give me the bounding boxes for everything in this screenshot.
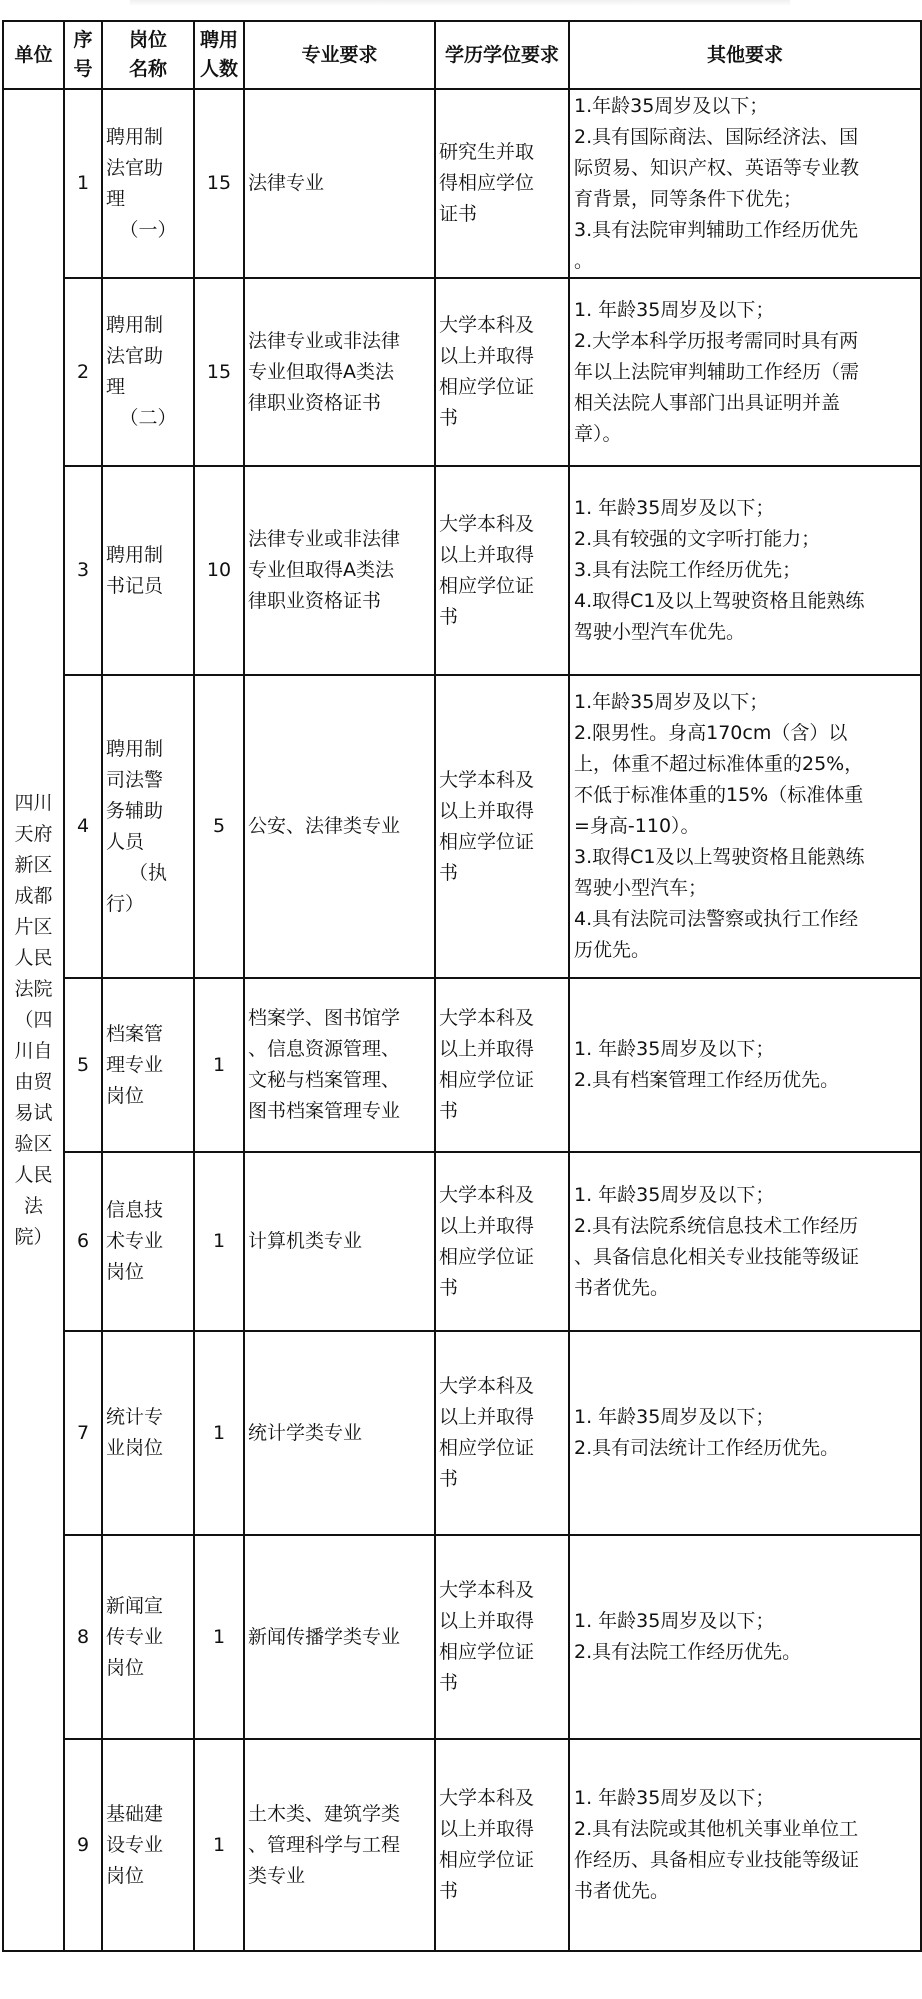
education-line: 书 bbox=[439, 1880, 459, 1902]
education-cell bbox=[435, 1739, 569, 1951]
requirement-line: 2.具有法院系统信息技术工作经历 bbox=[574, 1214, 859, 1237]
other-requirements-cell bbox=[569, 978, 921, 1152]
major-cell bbox=[244, 675, 435, 978]
seq-cell: 5 bbox=[64, 978, 102, 1152]
major-line: 法律专业 bbox=[248, 172, 325, 194]
education-cell bbox=[435, 89, 569, 278]
requirement-line: 相关法院人事部门出具证明并盖 bbox=[574, 391, 841, 414]
major-line: 律职业资格证书 bbox=[248, 391, 382, 414]
major-cell bbox=[244, 978, 435, 1152]
header-education: 学历学位要求 bbox=[435, 21, 569, 89]
position-cell bbox=[102, 278, 194, 466]
requirement-line: =身高-110）。 bbox=[574, 815, 700, 837]
position-line: 理 bbox=[106, 187, 126, 210]
header-other: 其他要求 bbox=[569, 21, 921, 89]
other-requirements-cell bbox=[569, 675, 921, 978]
major-line: 档案学、图书馆学 bbox=[248, 1007, 401, 1029]
seq-cell: 2 bbox=[64, 278, 102, 466]
position-line: 统计专 bbox=[106, 1406, 164, 1428]
seq-cell: 9 bbox=[64, 1739, 102, 1951]
unit-name-line: 片区 bbox=[14, 915, 53, 938]
education-line: 大学本科及 bbox=[439, 768, 535, 791]
table-row bbox=[3, 466, 921, 675]
education-line: 以上并取得 bbox=[439, 799, 535, 822]
requirement-line: 历优先。 bbox=[574, 939, 651, 961]
position-line: 理 bbox=[106, 376, 126, 398]
major-line: 新闻传播学类专业 bbox=[248, 1625, 401, 1648]
unit-name-line: 新区 bbox=[14, 853, 53, 876]
position-line: 行） bbox=[106, 892, 145, 915]
education-line: 相应学位证 bbox=[439, 376, 535, 398]
count-cell: 1 bbox=[194, 1739, 244, 1951]
major-line: 类专业 bbox=[248, 1864, 306, 1887]
unit-name-line: 易试 bbox=[14, 1101, 53, 1124]
position-cell bbox=[102, 466, 194, 675]
seq-cell: 1 bbox=[64, 89, 102, 278]
major-line: 计算机类专业 bbox=[248, 1230, 363, 1252]
position-cell bbox=[102, 1739, 194, 1951]
position-line: （执 bbox=[128, 861, 167, 884]
requirement-line: 年以上法院审判辅助工作经历（需 bbox=[574, 360, 860, 383]
requirement-line: 2.具有司法统计工作经历优先。 bbox=[574, 1437, 840, 1459]
position-line: 法官助 bbox=[106, 156, 164, 179]
position-line: 基础建 bbox=[106, 1802, 164, 1825]
position-line: 岗位 bbox=[106, 1261, 145, 1283]
education-cell bbox=[435, 1152, 569, 1331]
major-line: 图书档案管理专业 bbox=[248, 1100, 401, 1122]
unit-cell bbox=[3, 89, 64, 1951]
requirement-line: 、具备信息化相关专业技能等级证 bbox=[574, 1245, 860, 1268]
requirement-line: 。 bbox=[574, 249, 594, 272]
position-line: 聘用制 bbox=[106, 314, 164, 336]
education-line: 以上并取得 bbox=[439, 1038, 535, 1060]
requirement-line: 1. 年龄35周岁及以下； bbox=[574, 1183, 775, 1206]
education-line: 相应学位证 bbox=[439, 1641, 535, 1663]
position-line: 业岗位 bbox=[106, 1437, 164, 1459]
other-requirements-cell bbox=[569, 466, 921, 675]
header-unit: 单位 bbox=[3, 21, 64, 89]
seq-cell: 3 bbox=[64, 466, 102, 675]
table-row bbox=[3, 1331, 921, 1535]
seq-cell: 8 bbox=[64, 1535, 102, 1739]
other-requirements-cell bbox=[569, 1152, 921, 1331]
education-line: 研究生并取 bbox=[439, 141, 535, 163]
education-line: 书 bbox=[439, 605, 459, 628]
unit-name-line: （四 bbox=[14, 1008, 53, 1031]
education-line: 大学本科及 bbox=[439, 1007, 535, 1029]
position-line: 岗位 bbox=[106, 1084, 145, 1107]
education-cell bbox=[435, 466, 569, 675]
major-line: 法律专业或非法律 bbox=[248, 329, 401, 352]
major-cell bbox=[244, 278, 435, 466]
table-row bbox=[3, 978, 921, 1152]
education-line: 相应学位证 bbox=[439, 1849, 535, 1871]
major-line: 专业但取得A类法 bbox=[248, 360, 394, 383]
major-line: 、信息资源管理、 bbox=[248, 1038, 401, 1060]
count-cell: 5 bbox=[194, 675, 244, 978]
education-line: 书 bbox=[439, 1276, 459, 1299]
table-row bbox=[3, 1535, 921, 1739]
requirement-line: 1. 年龄35周岁及以下； bbox=[574, 1610, 775, 1632]
education-line: 书 bbox=[439, 861, 459, 884]
major-cell bbox=[244, 1331, 435, 1535]
position-line: （一） bbox=[119, 218, 177, 241]
header-row bbox=[3, 21, 921, 89]
position-line: 传专业 bbox=[106, 1625, 164, 1648]
table-row bbox=[3, 1739, 921, 1951]
education-line: 证书 bbox=[439, 203, 478, 225]
requirement-line: 2.大学本科学历报考需同时具有两 bbox=[574, 329, 859, 352]
unit-name-line: 天府 bbox=[14, 822, 53, 845]
requirement-line: 2.具有较强的文字听打能力； bbox=[574, 528, 821, 550]
position-line: 人员 bbox=[106, 830, 145, 853]
count-cell: 15 bbox=[194, 278, 244, 466]
unit-name-line: 川自 bbox=[14, 1039, 53, 1062]
requirement-line: 3.具有法院工作经历优先； bbox=[574, 559, 802, 581]
major-line: 法律专业或非法律 bbox=[248, 528, 401, 550]
count-cell: 15 bbox=[194, 89, 244, 278]
position-line: 档案管 bbox=[106, 1022, 164, 1045]
education-line: 相应学位证 bbox=[439, 574, 535, 597]
education-line: 以上并取得 bbox=[439, 543, 535, 566]
education-cell bbox=[435, 1331, 569, 1535]
education-line: 书 bbox=[439, 1100, 459, 1122]
requirement-line: 1.年龄35周岁及以下； bbox=[574, 94, 769, 117]
unit-name-line: 法 bbox=[23, 1194, 43, 1217]
requirement-line: 不低于标准体重的15%（标准体重 bbox=[574, 784, 864, 806]
requirement-line: 书者优先。 bbox=[574, 1880, 670, 1902]
position-cell bbox=[102, 1331, 194, 1535]
unit-name-line: 四川 bbox=[14, 791, 53, 814]
education-line: 大学本科及 bbox=[439, 1579, 535, 1601]
requirement-line: 1.年龄35周岁及以下； bbox=[574, 691, 769, 713]
header-position: 岗位 名称 bbox=[102, 21, 194, 89]
clipped-title-remnant bbox=[130, 0, 790, 6]
major-line: 文秘与档案管理、 bbox=[248, 1069, 401, 1091]
count-cell: 1 bbox=[194, 1535, 244, 1739]
education-line: 大学本科及 bbox=[439, 314, 535, 336]
other-requirements-cell bbox=[569, 1535, 921, 1739]
position-line: 聘用制 bbox=[106, 737, 164, 760]
other-requirements-cell bbox=[569, 278, 921, 466]
education-line: 大学本科及 bbox=[439, 1375, 535, 1397]
recruitment-table bbox=[2, 20, 922, 1952]
major-cell bbox=[244, 466, 435, 675]
table-row bbox=[3, 89, 921, 278]
count-cell: 1 bbox=[194, 1152, 244, 1331]
education-line: 以上并取得 bbox=[439, 1406, 535, 1428]
education-line: 以上并取得 bbox=[439, 1610, 535, 1632]
requirement-line: 1. 年龄35周岁及以下； bbox=[574, 298, 775, 321]
position-line: 新闻宣 bbox=[106, 1594, 164, 1617]
requirement-line: 1. 年龄35周岁及以下； bbox=[574, 497, 775, 519]
education-line: 书 bbox=[439, 407, 459, 429]
requirement-line: 章）。 bbox=[574, 422, 622, 445]
position-line: 信息技 bbox=[106, 1199, 164, 1221]
requirement-line: 2.具有法院工作经历优先。 bbox=[574, 1641, 802, 1663]
header-seq: 序 号 bbox=[64, 21, 102, 89]
major-cell bbox=[244, 1739, 435, 1951]
education-line: 书 bbox=[439, 1468, 459, 1490]
education-line: 以上并取得 bbox=[439, 1818, 535, 1840]
position-line: 聘用制 bbox=[106, 125, 164, 148]
requirement-line: 3.取得C1及以上驾驶资格且能熟练 bbox=[574, 846, 865, 868]
seq-cell: 6 bbox=[64, 1152, 102, 1331]
education-line: 大学本科及 bbox=[439, 1787, 535, 1809]
major-line: 、管理科学与工程 bbox=[248, 1833, 401, 1856]
education-line: 大学本科及 bbox=[439, 512, 535, 535]
count-cell: 1 bbox=[194, 978, 244, 1152]
education-cell bbox=[435, 675, 569, 978]
education-cell bbox=[435, 978, 569, 1152]
count-cell: 10 bbox=[194, 466, 244, 675]
table-row bbox=[3, 675, 921, 978]
requirement-line: 1. 年龄35周岁及以下； bbox=[574, 1406, 775, 1428]
major-line: 公安、法律类专业 bbox=[248, 815, 401, 837]
major-cell bbox=[244, 89, 435, 278]
major-line: 专业但取得A类法 bbox=[248, 559, 394, 581]
position-line: 岗位 bbox=[106, 1656, 145, 1679]
requirement-line: 2.具有国际商法、国际经济法、国 bbox=[574, 125, 859, 148]
education-line: 相应学位证 bbox=[439, 1437, 535, 1459]
table-row bbox=[3, 1152, 921, 1331]
requirement-line: 4.取得C1及以上驾驶资格且能熟练 bbox=[574, 590, 865, 612]
requirement-line: 驾驶小型汽车； bbox=[574, 877, 708, 899]
other-requirements-cell bbox=[569, 1739, 921, 1951]
unit-name-line: 人民 bbox=[14, 1163, 53, 1186]
requirement-line: 驾驶小型汽车优先。 bbox=[574, 621, 746, 643]
position-line: 术专业 bbox=[106, 1230, 164, 1252]
education-line: 得相应学位 bbox=[439, 172, 535, 194]
position-cell bbox=[102, 978, 194, 1152]
position-line: （二） bbox=[119, 407, 177, 429]
header-major: 专业要求 bbox=[244, 21, 435, 89]
position-line: 法官助 bbox=[106, 345, 164, 367]
education-line: 以上并取得 bbox=[439, 1214, 535, 1237]
unit-name-line: 由贸 bbox=[14, 1070, 53, 1093]
education-line: 相应学位证 bbox=[439, 1245, 535, 1268]
major-cell bbox=[244, 1535, 435, 1739]
requirement-line: 1. 年龄35周岁及以下； bbox=[574, 1787, 775, 1809]
position-cell bbox=[102, 675, 194, 978]
education-line: 相应学位证 bbox=[439, 830, 535, 853]
position-line: 岗位 bbox=[106, 1864, 145, 1887]
major-line: 土木类、建筑学类 bbox=[248, 1802, 401, 1825]
unit-name-line: 院） bbox=[14, 1225, 53, 1248]
major-line: 统计学类专业 bbox=[248, 1421, 363, 1444]
position-cell bbox=[102, 89, 194, 278]
requirement-line: 1. 年龄35周岁及以下； bbox=[574, 1038, 775, 1060]
unit-name-line: 法院 bbox=[14, 977, 53, 1000]
requirement-line: 2.具有档案管理工作经历优先。 bbox=[574, 1069, 840, 1091]
education-line: 相应学位证 bbox=[439, 1069, 535, 1091]
other-requirements-cell bbox=[569, 89, 921, 278]
education-cell bbox=[435, 1535, 569, 1739]
requirement-line: 2.具有法院或其他机关事业单位工 bbox=[574, 1818, 859, 1840]
position-line: 聘用制 bbox=[106, 543, 164, 566]
requirement-line: 育背景，同等条件下优先； bbox=[574, 187, 803, 210]
position-line: 设专业 bbox=[106, 1833, 164, 1856]
major-cell bbox=[244, 1152, 435, 1331]
requirement-line: 3.具有法院审判辅助工作经历优先 bbox=[574, 218, 859, 241]
requirement-line: 4.具有法院司法警察或执行工作经 bbox=[574, 908, 859, 930]
unit-name-line: 成都 bbox=[14, 884, 53, 907]
other-requirements-cell bbox=[569, 1331, 921, 1535]
requirement-line: 2.限男性。身高170cm（含）以 bbox=[574, 722, 848, 744]
table-row bbox=[3, 278, 921, 466]
position-line: 务辅助 bbox=[106, 799, 164, 822]
count-cell: 1 bbox=[194, 1331, 244, 1535]
seq-cell: 4 bbox=[64, 675, 102, 978]
requirement-line: 作经历、具备相应专业技能等级证 bbox=[574, 1849, 860, 1871]
seq-cell: 7 bbox=[64, 1331, 102, 1535]
requirement-line: 际贸易、知识产权、英语等专业教 bbox=[574, 156, 860, 179]
position-line: 书记员 bbox=[106, 574, 164, 597]
position-line: 理专业 bbox=[106, 1053, 164, 1076]
header-count: 聘用 人数 bbox=[194, 21, 244, 89]
education-line: 以上并取得 bbox=[439, 345, 535, 367]
education-line: 书 bbox=[439, 1672, 459, 1694]
position-line: 司法警 bbox=[106, 768, 164, 791]
requirement-line: 书者优先。 bbox=[574, 1276, 670, 1299]
unit-name-line: 验区 bbox=[14, 1132, 53, 1155]
education-line: 大学本科及 bbox=[439, 1183, 535, 1206]
position-cell bbox=[102, 1152, 194, 1331]
unit-name-line: 人民 bbox=[14, 946, 53, 969]
education-cell bbox=[435, 278, 569, 466]
position-cell bbox=[102, 1535, 194, 1739]
major-line: 律职业资格证书 bbox=[248, 590, 382, 612]
requirement-line: 上，体重不超过标准体重的25%， bbox=[574, 753, 864, 775]
